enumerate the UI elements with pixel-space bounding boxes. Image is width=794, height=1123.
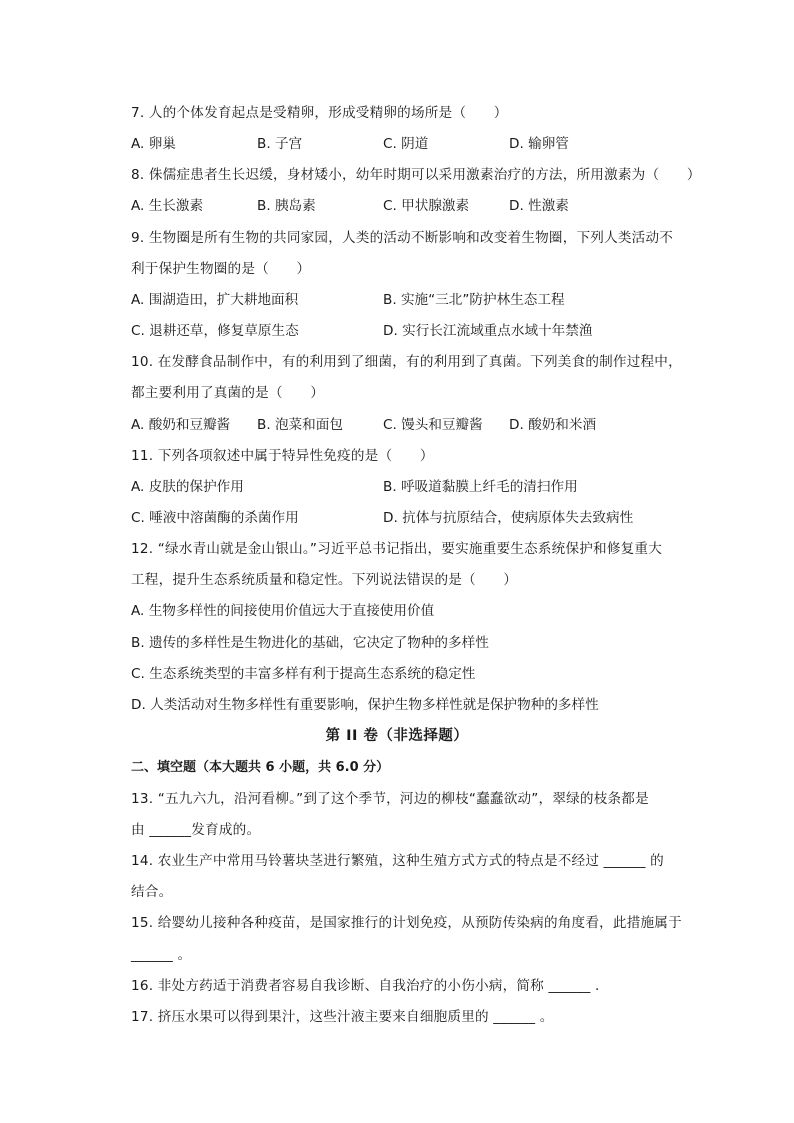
question-9-option-d: D. 实行长江流域重点水域十年禁渔 <box>383 323 593 339</box>
question-8-option-a: A. 生长激素 <box>131 198 204 214</box>
question-8-option-d: D. 性激素 <box>509 198 569 214</box>
question-9-stem-line-2: 利于保护生物圈的是（ ） <box>131 261 311 277</box>
question-11-option-a: A. 皮肤的保护作用 <box>131 479 244 495</box>
question-7-option-c: C. 阴道 <box>383 136 429 152</box>
question-10-option-b: B. 泡菜和面包 <box>257 417 343 433</box>
question-10-stem-line-2: 都主要利用了真菌的是（ ） <box>131 385 325 401</box>
question-13-line-1: 13. “五九六九，沿河看柳。”到了这个季节，河边的柳枝“蠢蠢欲动”，翠绿的枝条都是 <box>131 791 649 807</box>
question-12-option-c: C. 生态系统类型的丰富多样有利于提高生态系统的稳定性 <box>131 666 476 682</box>
question-11-option-b: B. 呼吸道黏膜上纤毛的清扫作用 <box>383 479 578 495</box>
question-12-option-b: B. 遗传的多样性是生物进化的基础，它决定了物种的多样性 <box>131 635 489 651</box>
question-7-option-d: D. 输卵管 <box>509 136 569 152</box>
question-15-line-1: 15. 给婴幼儿接种各种疫苗，是国家推行的计划免疫，从预防传染病的角度看，此措施属于 <box>131 915 682 931</box>
question-10-option-d: D. 酸奶和米酒 <box>509 417 597 433</box>
question-12-stem-line-1: 12. “绿水青山就是金山银山。”习近平总书记指出，要实施重要生态系统保护和修复重大 <box>131 541 662 557</box>
question-12-option-d: D. 人类活动对生物多样性有重要影响，保护生物多样性就是保护物种的多样性 <box>131 697 599 713</box>
question-14-line-2: 结合。 <box>131 884 173 900</box>
question-10-stem-line-1: 10. 在发酵食品制作中，有的利用到了细菌，有的利用到了真菌。下列美食的制作过程中， <box>131 354 682 370</box>
question-8-stem: 8. 侏儒症患者生长迟缓，身材矮小，幼年时期可以采用激素治疗的方法，所用激素为（ ） <box>131 167 701 183</box>
question-10-option-a: A. 酸奶和豆瓣酱 <box>131 417 231 433</box>
question-11-option-d: D. 抗体与抗原结合，使病原体失去致病性 <box>383 510 634 526</box>
question-7-stem: 7. 人的个体发育起点是受精卵，形成受精卵的场所是（ ） <box>131 105 508 121</box>
question-8-option-c: C. 甲状腺激素 <box>383 198 470 214</box>
question-7-option-b: B. 子宫 <box>257 136 303 152</box>
question-11-option-c: C. 唾液中溶菌酶的杀菌作用 <box>131 510 299 526</box>
question-16: 16. 非处方药适于消费者容易自我诊断、自我治疗的小伤小病，简称 ______ . <box>131 978 600 994</box>
question-11-stem: 11. 下列各项叙述中属于特异性免疫的是（ ） <box>131 448 434 464</box>
question-12-option-a: A. 生物多样性的间接使用价值远大于直接使用价值 <box>131 603 435 619</box>
question-13-line-2: 由 ______发育成的。 <box>131 822 261 838</box>
question-14-line-1: 14. 农业生产中常用马铃薯块茎进行繁殖，这种生殖方式方式的特点是不经过 ______ 的 <box>131 853 664 869</box>
question-7-option-a: A. 卵巢 <box>131 136 176 152</box>
question-17: 17. 挤压水果可以得到果汁，这些汁液主要来自细胞质里的 ______ 。 <box>131 1009 554 1025</box>
question-9-option-a: A. 围湖造田，扩大耕地面积 <box>131 292 299 308</box>
question-12-stem-line-2: 工程，提升生态系统质量和稳定性。下列说法错误的是（ ） <box>131 572 518 588</box>
fill-in-section-heading: 二、填空题（本大题共 6 小题，共 6.0 分） <box>131 760 390 775</box>
question-8-option-b: B. 胰岛素 <box>257 198 316 214</box>
question-9-option-b: B. 实施“三北”防护林生态工程 <box>383 292 565 308</box>
question-9-stem-line-1: 9. 生物圈是所有生物的共同家园，人类的活动不断影响和改变着生物圈，下列人类活动不 <box>131 230 674 246</box>
section-2-title: 第 II 卷（非选择题） <box>325 728 469 744</box>
question-10-option-c: C. 馒头和豆瓣酱 <box>383 417 483 433</box>
question-15-line-2: ______ 。 <box>131 947 192 963</box>
question-9-option-c: C. 退耕还草，修复草原生态 <box>131 323 299 339</box>
